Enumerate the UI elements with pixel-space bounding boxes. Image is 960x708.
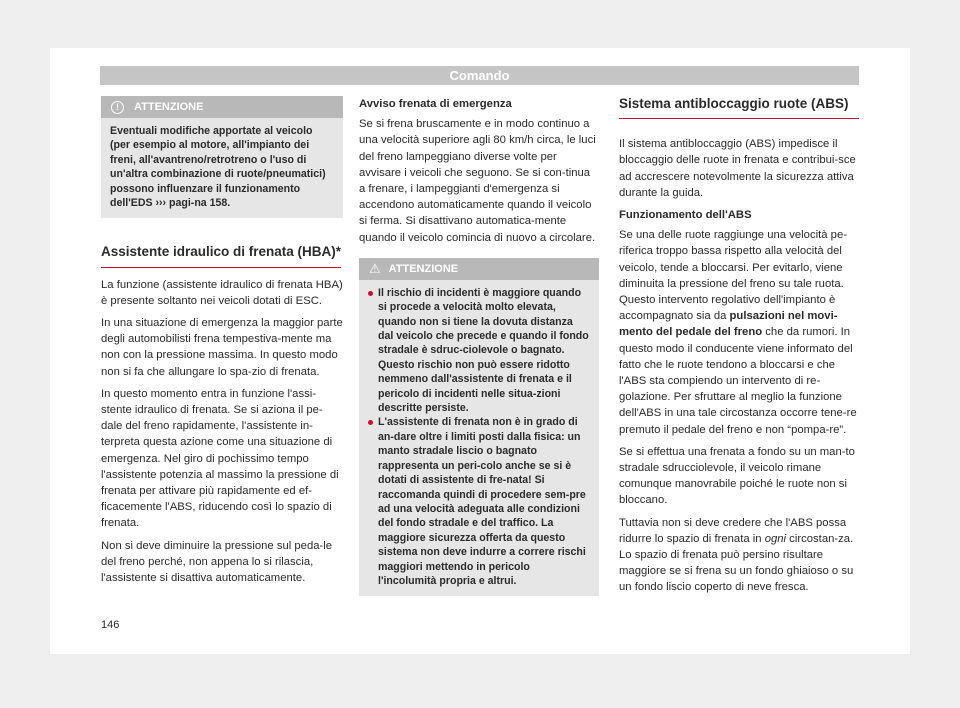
- paragraph: Tuttavia non si deve credere che l'ABS possa ridurre lo spazio di frenata in ogni circostan-za. Lo spazio di frenata può persino risultare maggiore se si frena su un fondo ghiaioso o su un fondo liscio coperto di neve fresca.: [619, 516, 854, 594]
- warning-box-eds: [101, 96, 343, 218]
- paragraph: Non si deve diminuire la pressione sul peda-le del freno perché, non appena lo si rilascia, l'assistente si disattiva automaticamente.: [101, 539, 333, 585]
- paragraph: La funzione (assistente idraulico di frenata HBA) è presente soltanto nei veicoli dotati di ESC.: [101, 278, 343, 307]
- warning-header: [101, 96, 343, 118]
- section-title-hba: Assistente idraulico di frenata (HBA)*: [101, 244, 343, 267]
- warning-list: [368, 286, 590, 589]
- column-right: [619, 96, 859, 602]
- paragraph: Se si effettua una frenata a fondo su un man-to stradale sdrucciolevole, il veicolo rimane comunque manovrabile poiché le ruote non si bloccano.: [619, 445, 855, 507]
- column-middle: [359, 96, 599, 596]
- warning-label: ATTENZIONE: [388, 262, 459, 275]
- paragraph: Il sistema antibloccaggio (ABS) impedisce il bloccaggio delle ruote in frenata e contribui-sce ad accrescere notevolmente la sicurezza attiva durante la guida.: [619, 138, 856, 199]
- page-number: 146: [101, 619, 120, 631]
- emphasis: pulsazioni nel movi-mento del pedale del freno: [619, 310, 838, 339]
- warning-header: [359, 258, 599, 280]
- paragraph: In una situazione di emergenza la maggior parte degli automobilisti frena tempestiva-mente ma non con la pressione massima. In questo modo non si fa che allungare lo spa-zio di frenata.: [101, 317, 343, 378]
- warning-text: Eventuali modifiche apportate al veicolo (per esempio al motore, all'impianto dei freni, all'avantreno/retrotreno o l'uso di un'altra combinazione di ruote/pneumatici) possono influenzare il funzionamento dell'EDS ››› pagi-na 158.: [110, 125, 326, 210]
- list-item: Il rischio di incidenti è maggiore quando si procede a velocità molto elevata, quando non si tiene la dovuta distanza dal veicolo che precede e quando il fondo stradale è sdruc-ciolevole o bagnato. Questo rischio non può essere ridotto nemmeno dall'assistente di frenata e il pericolo di incidenti nelle situa-zioni descritte persiste.: [368, 286, 590, 416]
- paragraph: Se si frena bruscamente e in modo continuo a una velocità superiore agli 80 km/h circa, le luci del freno lampeggiano diverse volte per avvisare i veicoli che seguono. Se si con-tinua a frenare, i lampeggianti d'emergenza si accendono automaticamente quando il veicolo si ferma. Si disattivano automatica-mente quando il veicolo comincia di nuovo a circolare.: [359, 118, 596, 244]
- chapter-header: Comando: [100, 66, 859, 85]
- emphasis: ogni: [764, 532, 787, 545]
- column-left: [101, 96, 343, 592]
- paragraph: Se una delle ruote raggiunge una velocità pe-riferica troppo bassa rispetto alla velocità del veicolo, tende a bloccarsi. Per evitarlo, viene diminuita la pressione del freno su tale ruota. Questo intervento regolativo dell'impianto è accompagnato sia da pulsazioni nel movi-mento del pedale del freno che da rumori. In questo modo il conducente viene informato del fatto che le ruote tendono a bloccarsi e che l'ABS sta compiendo un intervento di re-golazione. Per sfruttare al meglio la funzione dell'ABS in una tale circostanza occorre tene-re premuto il pedale del freno e non “pompa-re”.: [619, 229, 857, 436]
- paragraph: In questo momento entra in funzione l'assi-stente idraulico di frenata. Se si aziona il pe-dale del freno rapidamente, l'assistente in-terpreta questa azione come una situazione di emergenza. Nel giro di pochissimo tempo l'assistente potenzia al massimo la pressione di frenata per attivare più rapidamente ed ef-ficacemente l'ABS, riducendo così lo spazio di frenata.: [101, 387, 339, 530]
- caution-circle-icon: !: [111, 101, 124, 114]
- warning-label: ATTENZIONE: [134, 101, 204, 113]
- warning-triangle-icon: ⚠: [369, 260, 381, 276]
- subheading-emergency-brake: Avviso frenata di emergenza: [359, 98, 512, 110]
- list-item: L'assistente di frenata non è in grado di an-dare oltre i limiti posti dalla fisica: un manto stradale liscio o bagnato rappresenta un peri-colo anche se si è dotati di assistente di fre-nata! Si raccomanda quindi di procedere sem-pre ad una velocità adeguata alle condizioni del fondo stradale e del traffico. La maggiore sicurezza offerta da questo sistema non deve indurre a correre rischi maggiori mettendo in pericolo l'incolumità propria e altrui.: [368, 415, 590, 588]
- subheading-abs-function: Funzionamento dell'ABS: [619, 209, 752, 222]
- section-title-abs: Sistema antibloccaggio ruote (ABS): [619, 96, 859, 119]
- warning-box-brake-assist: [359, 258, 599, 597]
